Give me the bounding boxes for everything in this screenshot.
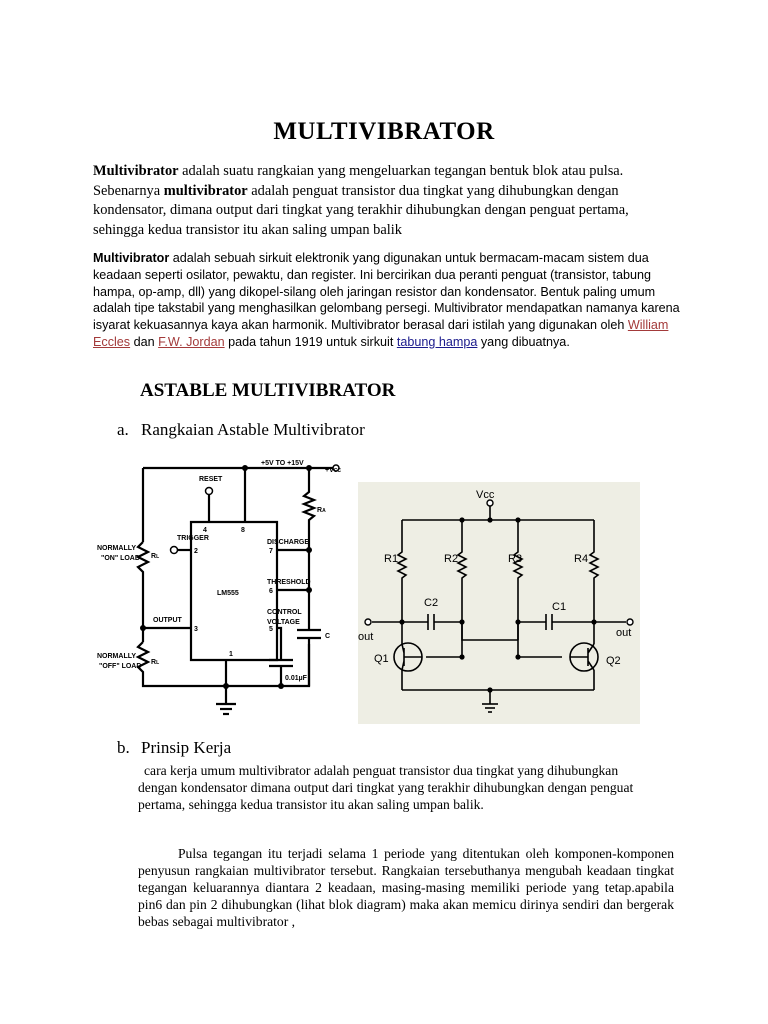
subheading-prinsip (117, 738, 231, 758)
prinsip-paragraph-2: Pulsa tegangan itu terjadi selama 1 periode yang ditentukan oleh komponen-komponen penyusun rangkaian multivibrator tersebut. Rangkaian tersebuthanya mengubah keadaan tingkat tegangan keluarannya diantara 2 keadaan, masing-masing memiliki periode yang tetap.apabila pin6 dan pin 2 dihubungkan (lihat blok diagram) maka akan memicu dirinya sendiri dan bergerak bebas sebagai multivibrator , (138, 846, 674, 929)
page-title: MULTIVIBRATOR (273, 118, 495, 145)
r2-label: R2 (444, 553, 459, 565)
transistor-multivibrator-diagram (358, 482, 640, 724)
on-load-label-1: NORMALLY (97, 545, 137, 552)
pin-4: 4 (203, 527, 207, 534)
pin-1: 1 (229, 651, 233, 658)
on-load-label-2: "ON" LOAD (101, 555, 140, 562)
link-fw-jordan[interactable]: F.W. Jordan (158, 334, 225, 349)
section-heading-astable: ASTABLE MULTIVIBRATOR (140, 380, 396, 401)
paragraph-text: adalah suatu rangkaian yang mengeluarkan tegangan bentuk blok atau pulsa. Sebenarnya (93, 163, 624, 199)
ra-label: RA (317, 507, 326, 514)
paragraph-text: pada tahun 1919 untuk sirkuit (224, 334, 397, 349)
out-left-label: out (358, 631, 374, 643)
definition-paragraph (93, 250, 683, 351)
c-label: C (325, 633, 331, 640)
paragraph-text: adalah penguat transistor dua tingkat yang dihubungkan dengan kondensator, dimana output dari tingkat yang terakhir dihubungkan dengan penguat pertama, sehingga kedua transistor itu akan saling umpan balik (93, 182, 629, 238)
off-load-label-2: "OFF" LOAD (99, 663, 142, 670)
subheading-text: Rangkaian Astable Multivibrator (141, 420, 365, 439)
pin-8: 8 (241, 527, 245, 534)
pin-6: 6 (269, 588, 273, 595)
paragraph-text: yang dibuatnya. (477, 334, 570, 349)
trigger-label: TRIGGER (177, 535, 209, 542)
subheading-rangkaian (117, 420, 365, 440)
control-label: CONTROL (267, 609, 302, 616)
list-letter: a. (117, 420, 129, 439)
threshold-label: THRESHOLD (267, 579, 311, 586)
c1-label: C1 (552, 601, 567, 613)
pin-7: 7 (269, 548, 273, 555)
reset-label: RESET (199, 476, 223, 483)
paragraph-text: adalah sebuah sirkuit elektronik yang digunakan untuk bermacam-macam sistem dua keadaan seperti osilator, pewaktu, dan register. Ini bercirikan dua peranti penguat (transistor, tabung hampa, op-amp, dll) yang dikopel-silang oleh jaringan resistor dan kondensator. Bentuk paling umum adalah tipe takstabil yang menghasilkan gelombang persegi. Multivibrator mendapatkan namanya karena isyarat kekuasannya kaya akan harmonik. Multivibrator berasal dari istilah yang digunakan oleh (93, 251, 680, 333)
vcc-label: Vcc (476, 489, 495, 501)
rl-label-bottom: RL (151, 659, 160, 666)
subheading-text: Prinsip Kerja (141, 738, 232, 757)
paragraph-text: dan (130, 334, 159, 349)
vcc-label: +VCC (325, 467, 341, 474)
pin-5: 5 (269, 626, 273, 633)
bold-term: Multivibrator (93, 163, 179, 179)
rl-label-top: RL (151, 553, 160, 560)
q1-label: Q1 (374, 653, 389, 665)
r4-label: R4 (574, 553, 589, 565)
supply-label: +5V TO +15V (261, 460, 304, 467)
c2-label: C2 (424, 597, 439, 609)
r1-label: R1 (384, 553, 399, 565)
pin-2: 2 (194, 548, 198, 555)
out-right-label: out (616, 627, 632, 639)
bold-term: Multivibrator (93, 251, 170, 265)
ic-label: LM555 (217, 590, 239, 597)
link-tabung-hampa[interactable]: tabung hampa (396, 334, 478, 349)
link-william-eccles[interactable]: William Eccles (93, 318, 669, 349)
list-letter: b. (117, 738, 130, 757)
voltage-label: VOLTAGE (267, 619, 300, 626)
prinsip-paragraph-1: cara kerja umum multivibrator adalah penguat transistor dua tingkat yang dihubungkan dengan kondensator dimana output dari tingkat yang terakhir dihubungkan dengan penguat pertama, sehingga kedua transistor itu akan saling umpan balik. (138, 763, 634, 812)
pin-3: 3 (194, 626, 198, 633)
bold-term: multivibrator (163, 182, 248, 199)
r3-label: R3 (508, 553, 523, 565)
cap-label: 0.01µF (285, 675, 307, 682)
discharge-label: DISCHARGE (267, 539, 310, 546)
q2-label: Q2 (606, 655, 621, 667)
output-label: OUTPUT (153, 617, 182, 624)
intro-paragraph (93, 162, 683, 240)
off-load-label-1: NORMALLY (97, 653, 137, 660)
lm555-circuit-diagram (93, 454, 342, 721)
